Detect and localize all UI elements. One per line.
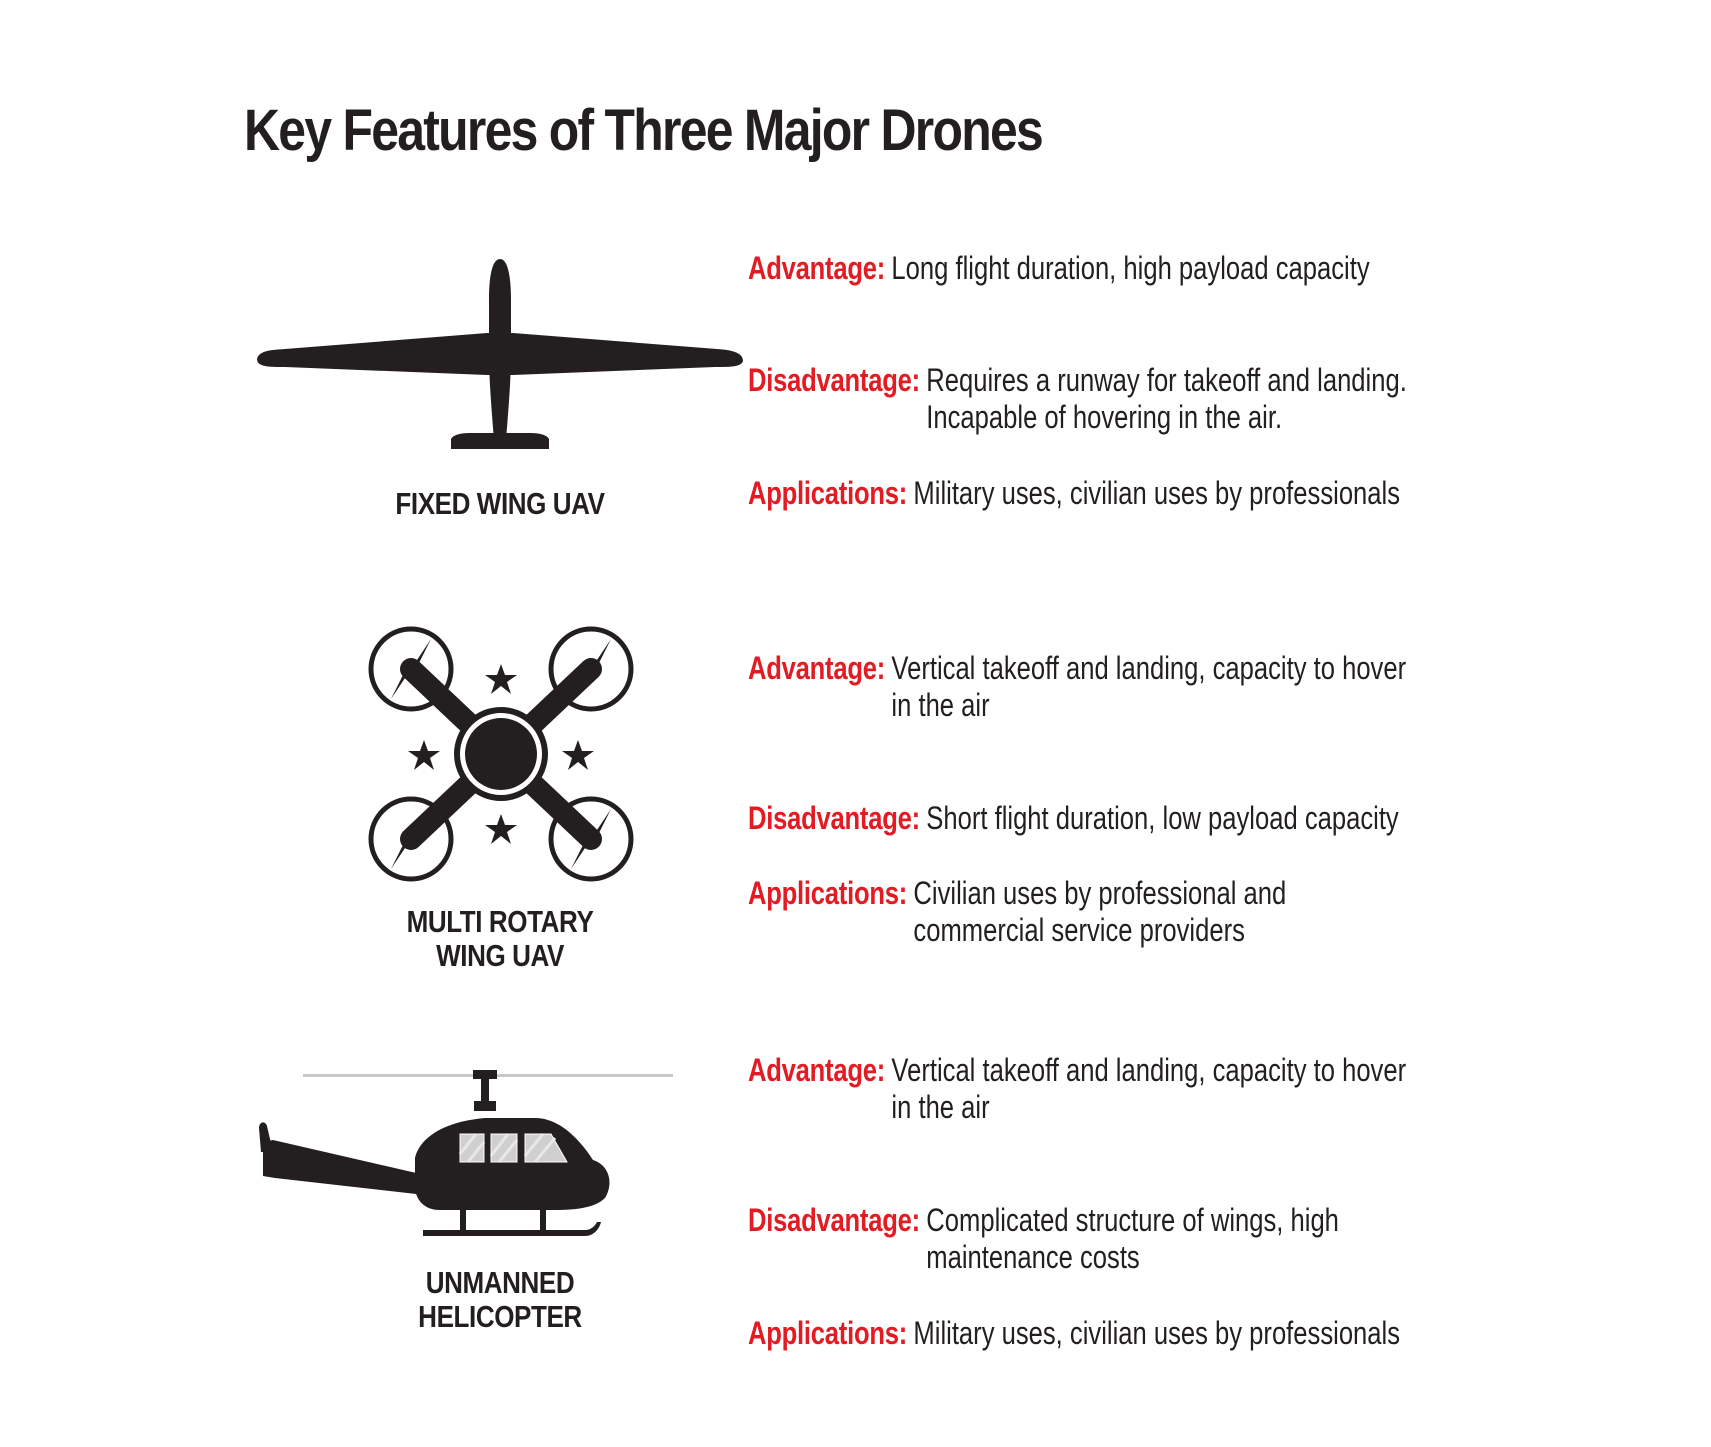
disadvantage-label: Disadvantage: [748, 362, 920, 398]
advantage-label: Advantage: [748, 650, 886, 686]
star-icon [485, 664, 517, 694]
propeller-icon [371, 799, 451, 879]
fixed-wing-advantage [748, 250, 1370, 287]
quadcopter-icon [366, 624, 636, 886]
propeller-icon [551, 799, 631, 879]
multi-rotary-disadvantage [748, 800, 1399, 837]
disadvantage-text: Complicated structure of wings, high maintenance costs [926, 1202, 1339, 1275]
applications-text: Military uses, civilian uses by professionals [913, 475, 1401, 511]
fixed-wing-applications [748, 475, 1400, 512]
advantage-text: Vertical takeoff and landing, capacity to hover in the air [891, 650, 1407, 723]
drone-name-multi-rotary: MULTI ROTARY WING UAV [406, 904, 594, 973]
disadvantage-label: Disadvantage: [748, 800, 920, 836]
applications-text: Military uses, civilian uses by professionals [913, 1315, 1401, 1351]
applications-label: Applications: [748, 1315, 908, 1351]
helicopter-applications [748, 1315, 1400, 1352]
helicopter-disadvantage [748, 1202, 1339, 1276]
disadvantage-text: Requires a runway for takeoff and landing. Incapable of hovering in the air. [926, 362, 1407, 435]
star-icon [408, 740, 440, 770]
applications-text: Civilian uses by professional and commercial service providers [913, 875, 1287, 948]
disadvantage-label: Disadvantage: [748, 1202, 920, 1238]
advantage-label: Advantage: [748, 1052, 886, 1088]
multi-rotary-applications [748, 875, 1286, 949]
advantage-text: Long flight duration, high payload capacity [891, 250, 1370, 286]
fixed-wing-plane-icon [255, 255, 745, 455]
helicopter-advantage [748, 1052, 1406, 1126]
advantage-label: Advantage: [748, 250, 886, 286]
propeller-icon [371, 629, 451, 709]
cabin-windows [460, 1134, 567, 1162]
star-icon [562, 740, 594, 770]
drone-name-helicopter: UNMANNED HELICOPTER [418, 1265, 582, 1334]
star-icon [485, 814, 517, 844]
advantage-text: Vertical takeoff and landing, capacity to hover in the air [891, 1052, 1407, 1125]
drone-name-fixed-wing: FIXED WING UAV [395, 486, 605, 521]
fixed-wing-disadvantage [748, 362, 1407, 436]
page-title: Key Features of Three Major Drones [244, 98, 1043, 163]
applications-label: Applications: [748, 475, 908, 511]
disadvantage-text: Short flight duration, low payload capacity [926, 800, 1399, 836]
multi-rotary-advantage [748, 650, 1406, 724]
helicopter-icon [255, 1060, 675, 1240]
propeller-icon [551, 629, 631, 709]
applications-label: Applications: [748, 875, 908, 911]
